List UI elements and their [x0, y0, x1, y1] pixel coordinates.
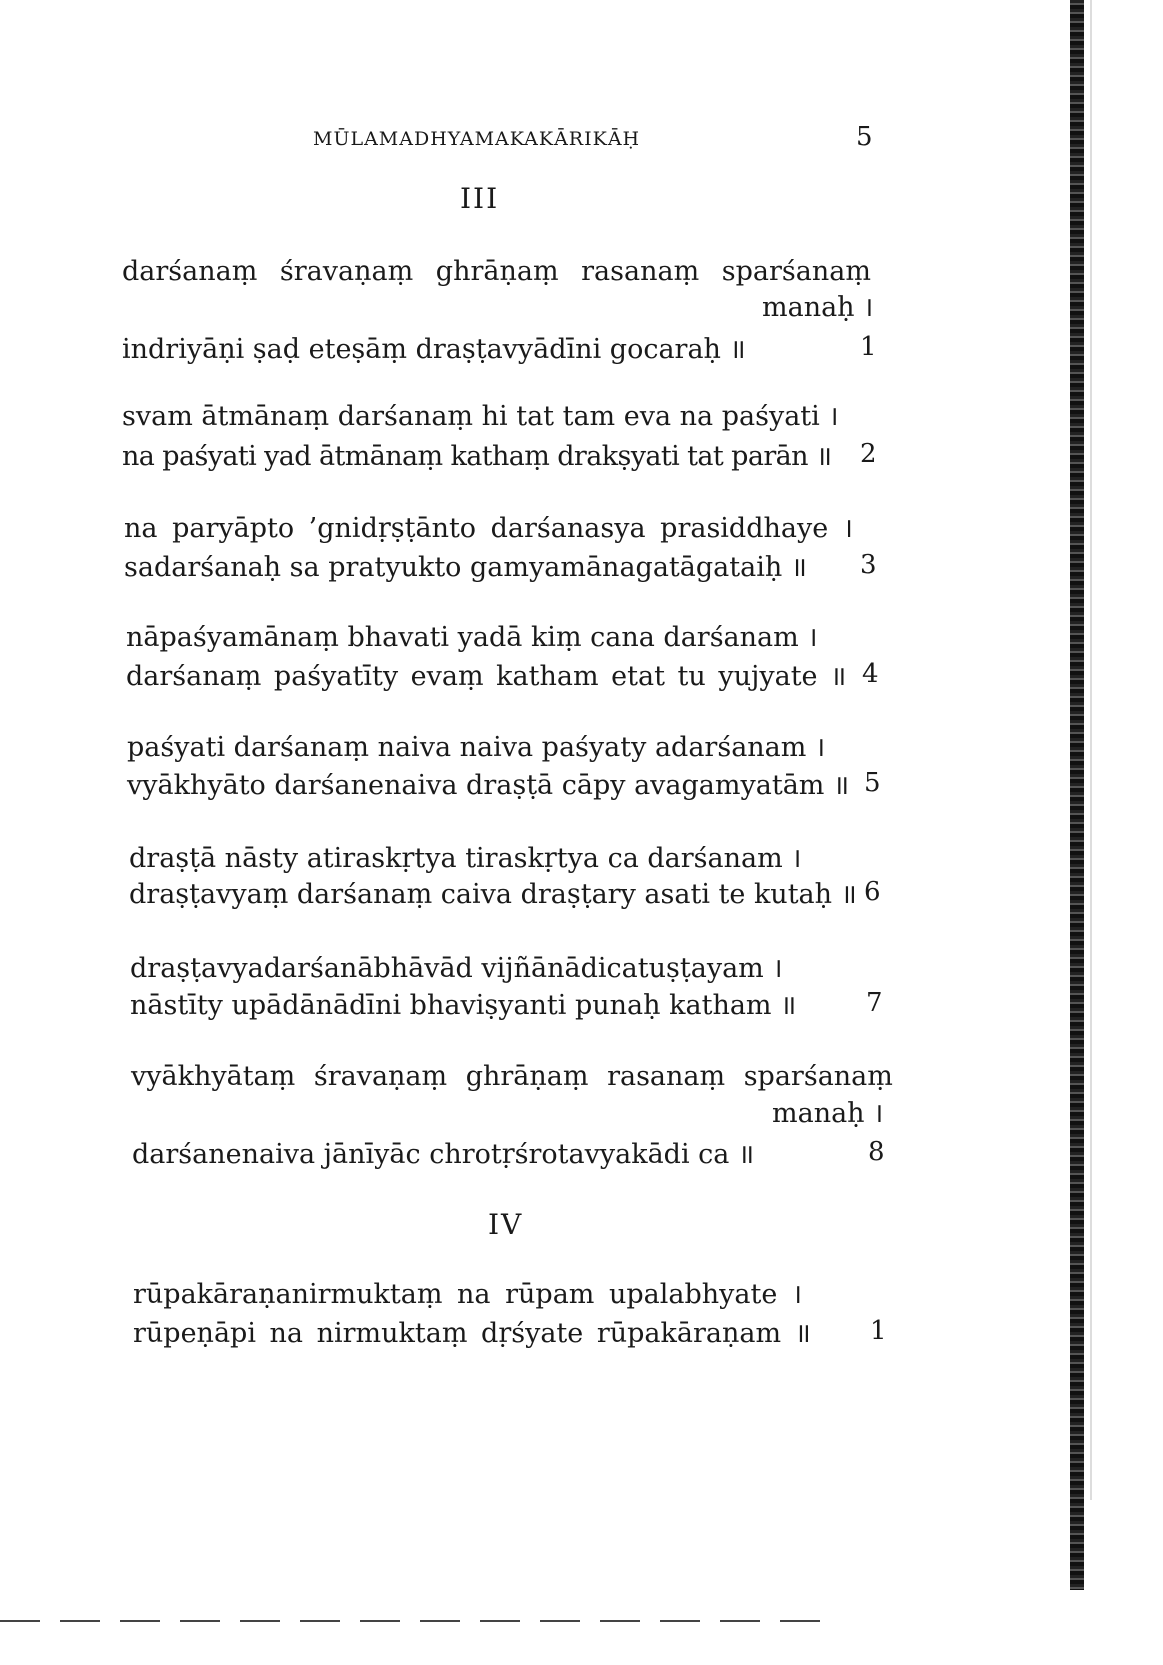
- verse-line: vyākhyāto darśanenaiva draṣṭā cāpy avagamyatām ॥: [127, 770, 850, 801]
- verse-line: vyākhyātaṃ śravaṇaṃ ghrāṇaṃ rasanaṃ sparśanaṃ: [131, 1061, 893, 1092]
- verse-number: 2: [860, 439, 877, 469]
- verse-line: darśanaṃ paśyatīty evaṃ katham etat tu yujyate ॥: [126, 661, 847, 692]
- verse-line: draṣṭā nāsty atiraskṛtya tiraskṛtya ca darśanam ।: [129, 843, 802, 874]
- scan-page-edge: [1090, 0, 1092, 1500]
- verse-line: draṣṭavyadarśanābhāvād vijñānādicatuṣṭayam ।: [130, 953, 783, 984]
- scan-binding-edge: [1070, 0, 1084, 1590]
- verse-number: 8: [868, 1137, 885, 1167]
- chapter-heading-iv: IV: [488, 1208, 524, 1241]
- verse-number: 1: [860, 332, 877, 362]
- verse-line: rūpeṇāpi na nirmuktaṃ dṛśyate rūpakāraṇam ॥: [133, 1318, 811, 1349]
- verse-line: nāstīty upādānādīni bhaviṣyanti punaḥ katham ॥: [130, 990, 797, 1021]
- verse-line: manaḥ ।: [772, 1098, 884, 1129]
- verse-line: darśanaṃ śravaṇaṃ ghrāṇaṃ rasanaṃ sparśanaṃ: [122, 256, 871, 287]
- verse-number: 7: [866, 988, 883, 1018]
- verse-number: 1: [870, 1316, 887, 1346]
- verse-line: na paśyati yad ātmānaṃ kathaṃ drakṣyati tat parān ॥: [122, 441, 832, 472]
- verse-line: nāpaśyamānaṃ bhavati yadā kiṃ cana darśanam ।: [126, 622, 818, 653]
- verse-line: draṣṭavyaṃ darśanaṃ caiva draṣṭary asati te kutaḥ ॥: [129, 879, 857, 910]
- running-header-title: MŪLAMADHYAMAKAKĀRIKĀḤ: [313, 128, 641, 150]
- chapter-heading-iii: III: [460, 182, 500, 215]
- page-number: 5: [856, 122, 873, 152]
- verse-line: indriyāṇi ṣaḍ eteṣāṃ draṣṭavyādīni gocaraḥ ॥: [122, 334, 746, 365]
- verse-line: sadarśanaḥ sa pratyukto gamyamānagatāgataiḥ ॥: [124, 552, 807, 583]
- verse-line: paśyati darśanaṃ naiva naiva paśyaty adarśanam ।: [127, 732, 826, 763]
- verse-line: svam ātmānaṃ darśanaṃ hi tat tam eva na paśyati ।: [122, 401, 839, 432]
- verse-number: 4: [862, 659, 879, 689]
- verse-number: 3: [860, 550, 877, 580]
- verse-line: manaḥ ।: [762, 292, 874, 323]
- verse-number: 6: [864, 877, 881, 907]
- verse-line: darśanenaiva jānīyāc chrotṛśrotavyakādi ca ॥: [132, 1139, 755, 1170]
- scan-bottom-artifact: [0, 1620, 820, 1622]
- verse-line: rūpakāraṇanirmuktaṃ na rūpam upalabhyate ।: [133, 1279, 803, 1310]
- verse-number: 5: [864, 768, 881, 798]
- verse-line: na paryāpto ’gnidṛṣṭānto darśanasya prasiddhaye ।: [124, 513, 854, 544]
